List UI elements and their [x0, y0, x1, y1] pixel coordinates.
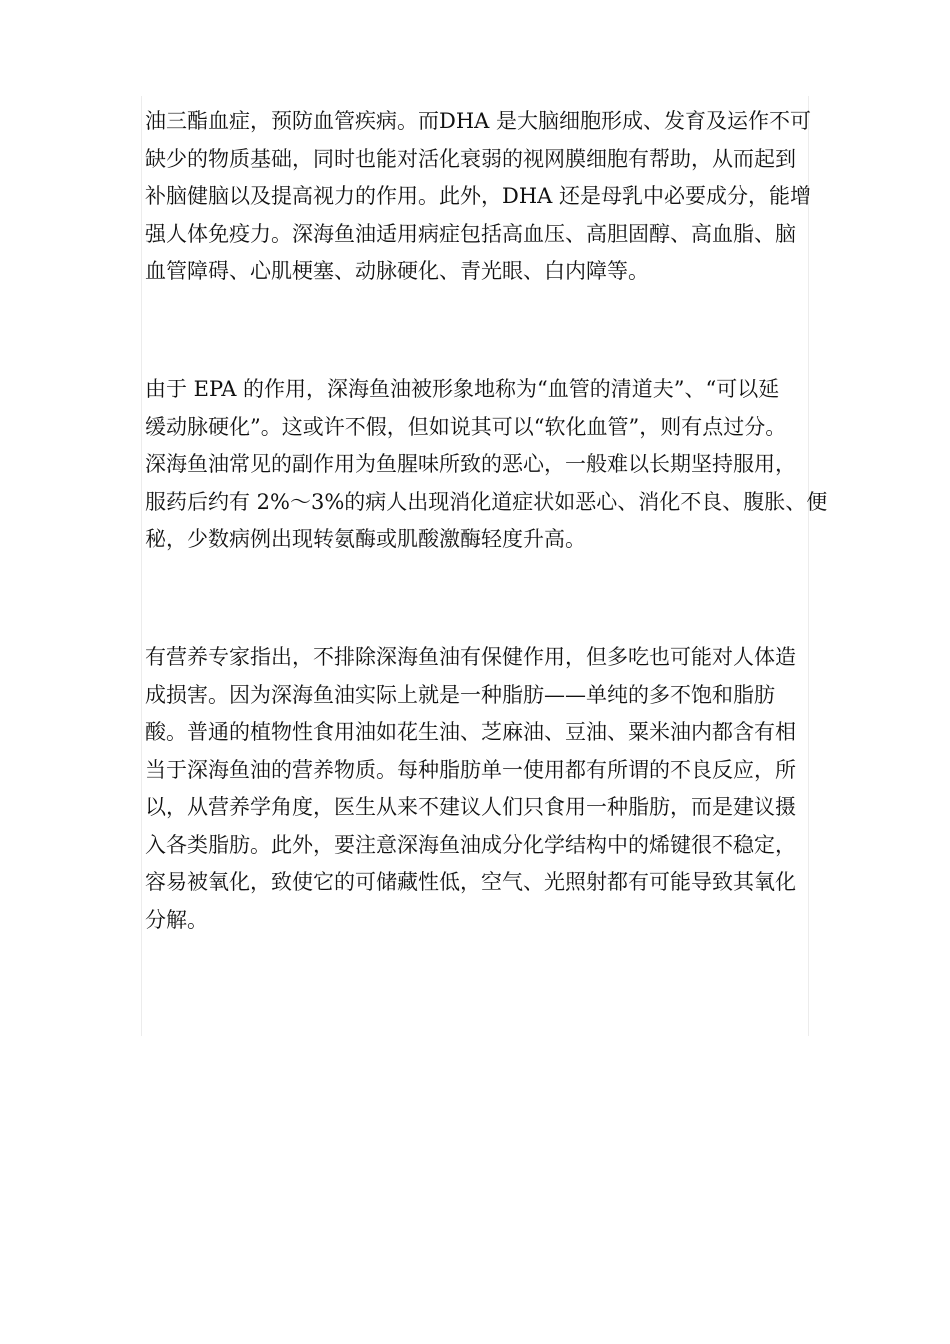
paragraph-line: 强人体免疫力。深海鱼油适用病症包括高血压、高胆固醇、高血脂、脑	[145, 221, 796, 246]
paragraph-line: 入各类脂肪。此外，要注意深海鱼油成分化学结构中的烯键很不稳定，	[145, 832, 796, 857]
paragraph-line: 血管障碍、心肌梗塞、动脉硬化、青光眼、白内障等。	[145, 259, 649, 283]
paragraph-line: 补脑健脑以及提高视力的作用。此外，DHA 还是母乳中必要成分，能增	[145, 184, 811, 208]
paragraph-dha-effects	[145, 103, 835, 291]
paragraph-line: 秘，少数病例出现转氨酶或肌酸激酶轻度升高。	[145, 527, 586, 551]
paragraph-line: 深海鱼油常见的副作用为鱼腥味所致的恶心，一般难以长期坚持服用，	[145, 452, 796, 476]
paragraph-line: 当于深海鱼油的营养物质。每种脂肪单一使用都有所谓的不良反应，所	[145, 757, 796, 782]
paragraph-line: 油三酯血症，预防血管疾病。而DHA 是大脑细胞形成、发育及运作不可	[145, 109, 811, 133]
paragraph-epa-side-effects	[145, 371, 835, 559]
paragraph-line: 服药后约有 2%～3%的病人出现消化道症状如恶心、消化不良、腹胀、便	[145, 489, 828, 514]
paragraph-line: 容易被氧化，致使它的可储藏性低，空气、光照射都有可能导致其氧化	[145, 870, 796, 894]
paragraph-line: 缓动脉硬化”。这或许不假，但如说其可以“软化血管”，则有点过分。	[145, 414, 787, 439]
paragraph-line: 分解。	[145, 907, 208, 932]
paragraph-line: 酸。普通的植物性食用油如花生油、芝麻油、豆油、粟米油内都含有相	[145, 720, 796, 744]
paragraph-nutrition-advice	[145, 639, 835, 939]
paragraph-line: 以，从营养学角度，医生从来不建议人们只食用一种脂肪，而是建议摄	[145, 795, 796, 819]
paragraph-line: 有营养专家指出，不排除深海鱼油有保健作用，但多吃也可能对人体造	[145, 645, 796, 669]
paragraph-line: 成损害。因为深海鱼油实际上就是一种脂肪——单纯的多不饱和脂肪	[145, 682, 775, 707]
paragraph-line: 由于 EPA 的作用，深海鱼油被形象地称为“血管的清道夫”、“可以延	[145, 377, 780, 401]
paragraph-line: 缺少的物质基础，同时也能对活化衰弱的视网膜细胞有帮助，从而起到	[145, 146, 796, 171]
